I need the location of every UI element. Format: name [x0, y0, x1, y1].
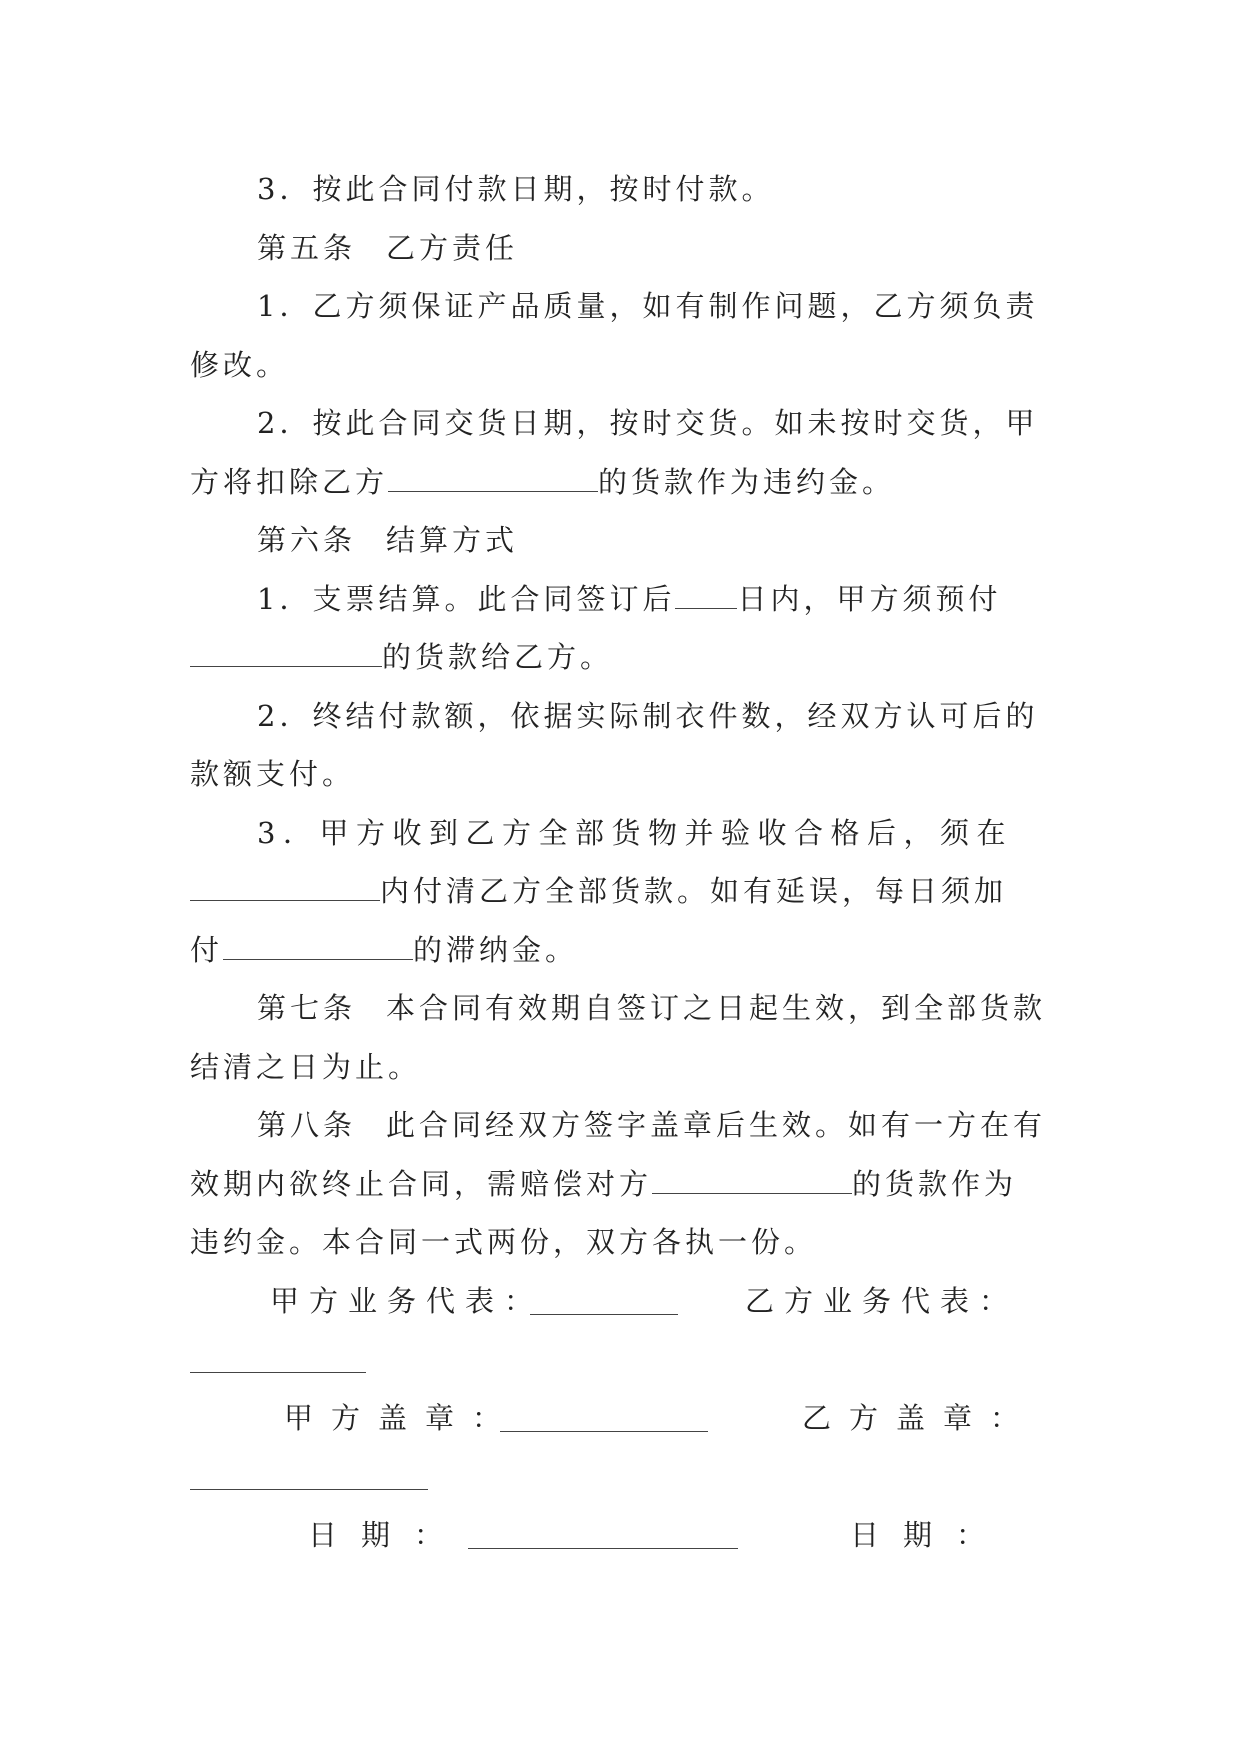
article-8: 第八条 此合同经双方签字盖章后生效。如有一方在有	[257, 1108, 1047, 1142]
party-b-seal-field-row	[190, 1447, 1052, 1506]
party-a-date-label: 日期：	[308, 1517, 468, 1552]
clause-4-item-3: 3．按此合同付款日期，按时付款。	[257, 172, 775, 206]
party-a-rep-field[interactable]	[530, 1292, 678, 1315]
article-8-cont: 效期内欲终止合同，需赔偿对方 的货款作为	[190, 1166, 1018, 1201]
clause-6-item-3: 3．甲方收到乙方全部货物并验收合格后，须在	[257, 815, 1013, 850]
clause-6-item-3-cont2: 付 的滞纳金。	[190, 932, 579, 967]
signature-rep-row	[190, 1272, 1052, 1331]
article-6-heading: 第六条 结算方式	[257, 523, 519, 557]
article-8-cont2: 违约金。本合同一式两份，双方各执一份。	[190, 1225, 818, 1259]
clause-5-item-2-cont: 方将扣除乙方 的货款作为违约金。	[190, 464, 896, 499]
party-b-rep-label: 乙方业务代表：	[745, 1283, 1019, 1318]
document-page	[190, 160, 1052, 1564]
clause-5-item-2: 2．按此合同交货日期，按时交货。如未按时交货，甲	[257, 406, 1039, 440]
signature-seal-row	[190, 1389, 1052, 1448]
party-b-seal-field[interactable]	[190, 1467, 428, 1490]
party-b-rep-field-row	[190, 1330, 1052, 1389]
article-5-heading: 第五条 乙方责任	[257, 230, 519, 265]
clause-5-item-1-cont: 修改。	[190, 347, 290, 382]
party-a-date-field[interactable]	[468, 1526, 738, 1549]
party-b-seal-label: 乙方盖章：	[802, 1400, 1038, 1435]
party-a-rep-label: 甲方业务代表：	[270, 1283, 544, 1318]
blank-field[interactable]	[223, 937, 413, 960]
blank-field[interactable]	[652, 1171, 852, 1194]
blank-field[interactable]	[190, 878, 380, 901]
clause-6-item-2-cont: 款额支付。	[190, 757, 356, 791]
party-b-rep-field[interactable]	[190, 1350, 366, 1373]
clause-6-item-3-cont: 内付清乙方全部货款。如有延误，每日须加	[190, 862, 1052, 921]
party-a-seal-field[interactable]	[500, 1409, 708, 1432]
article-7-cont: 结清之日为止。	[190, 1049, 422, 1084]
party-b-date-label: 日期：	[850, 1517, 1010, 1552]
clause-6-item-1: 1．支票结算。此合同签订后 日内，甲方须预付	[257, 581, 1002, 616]
clause-6-item-1-cont: 的货款给乙方。	[190, 628, 1052, 687]
clause-6-item-2: 2．终结付款额，依据实际制衣件数，经双方认可后的	[257, 698, 1039, 733]
blank-field[interactable]	[388, 469, 598, 492]
signature-date-row	[190, 1506, 1052, 1565]
party-a-seal-label: 甲方盖章：	[284, 1400, 520, 1435]
blank-field[interactable]	[190, 644, 382, 667]
blank-field[interactable]	[675, 586, 737, 609]
clause-5-item-1: 1．乙方须保证产品质量，如有制作问题，乙方须负责	[257, 289, 1039, 323]
article-7: 第七条 本合同有效期自签订之日起生效，到全部货款	[257, 991, 1047, 1025]
